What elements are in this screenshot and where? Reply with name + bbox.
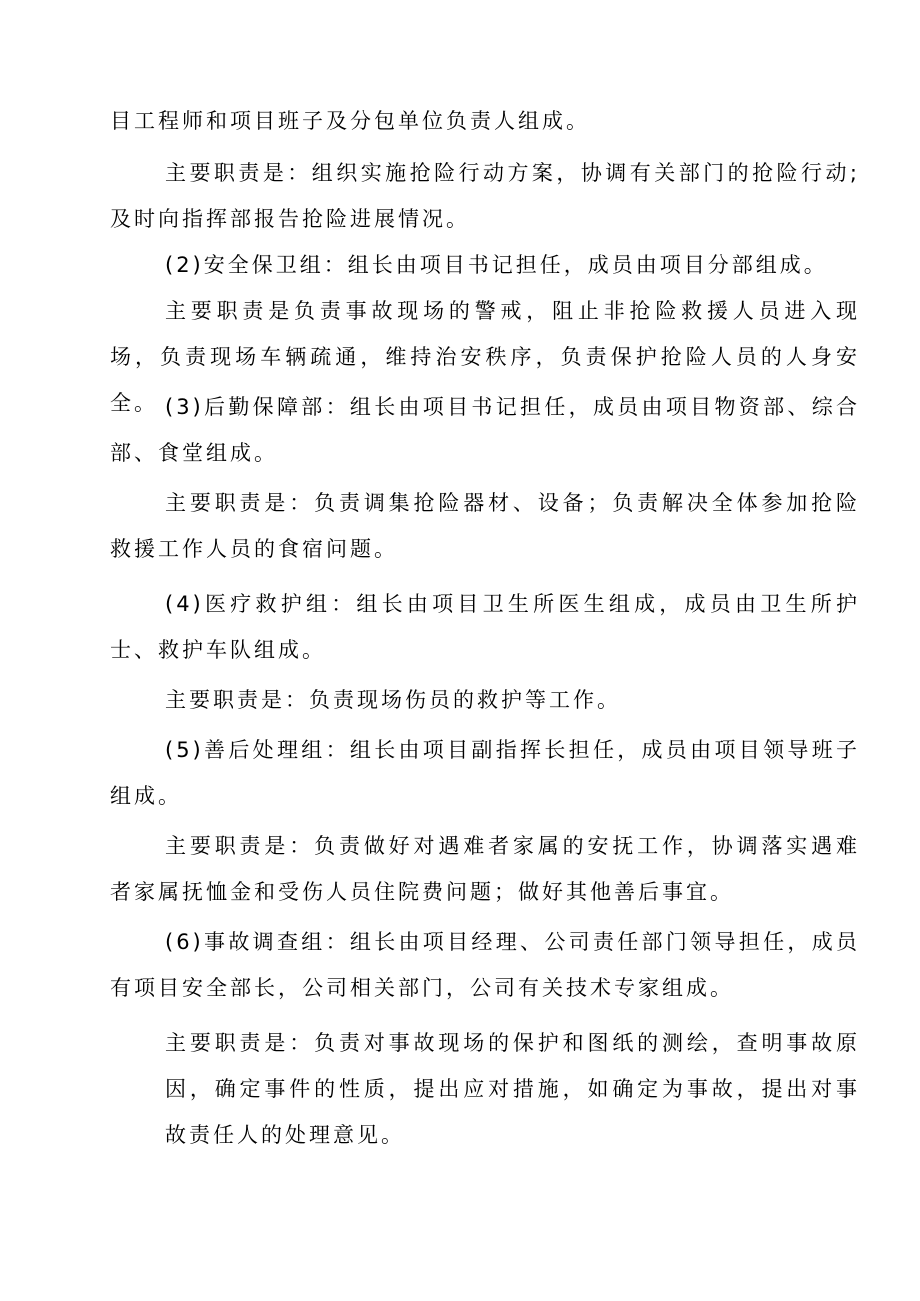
paragraph-continuation: 目工程师和项目班子及分包单位负责人组成。	[110, 109, 590, 133]
paragraph-logistics-group: (3)后勤保障部：组长由项目书记担任，成员由项目物资部、综合部、食堂组成。	[110, 395, 860, 465]
paragraph-duty-medical-group: 主要职责是：负责现场伤员的救护等工作。	[165, 688, 621, 712]
paragraph-medical-group: (4)医疗救护组：组长由项目卫生所医生组成，成员由卫生所护士、救护车队组成。	[110, 592, 860, 662]
paragraph-duty-logistics-group: 主要职责是：负责调集抢险器材、设备；负责解决全体参加抢险救援工作人员的食宿问题。	[110, 491, 860, 561]
paragraph-security-group: (2)安全保卫组：组长由项目书记担任，成员由项目分部组成。	[165, 253, 828, 277]
paragraph-duty-security-group: 主要职责是负责事故现场的警戒，阻止非抢险救援人员进入现场，负责现场车辆疏通，维持治安秩序，负责保护抢险人员的人身安全。	[110, 299, 860, 415]
paragraph-duty-rescue-group: 主要职责是：组织实施抢险行动方案，协调有关部门的抢险行动;及时向指挥部报告抢险进展情况。	[110, 161, 860, 231]
paragraph-duty-aftermath-group: 主要职责是：负责做好对遇难者家属的安抚工作，协调落实遇难者家属抚恤金和受伤人员住院费问题；做好其他善后事宜。	[110, 834, 860, 904]
paragraph-aftermath-group: (5)善后处理组：组长由项目副指挥长担任，成员由项目领导班子组成。	[110, 738, 860, 808]
paragraph-investigation-group: (6)事故调查组：组长由项目经理、公司责任部门领导担任，成员有项目安全部长，公司相关部门，公司有关技术专家组成。	[110, 930, 860, 1000]
paragraph-duty-investigation-group: 主要职责是：负责对事故现场的保护和图纸的测绘，查明事故原因，确定事件的性质，提出应对措施，如确定为事故，提出对事故责任人的处理意见。	[165, 1031, 860, 1147]
